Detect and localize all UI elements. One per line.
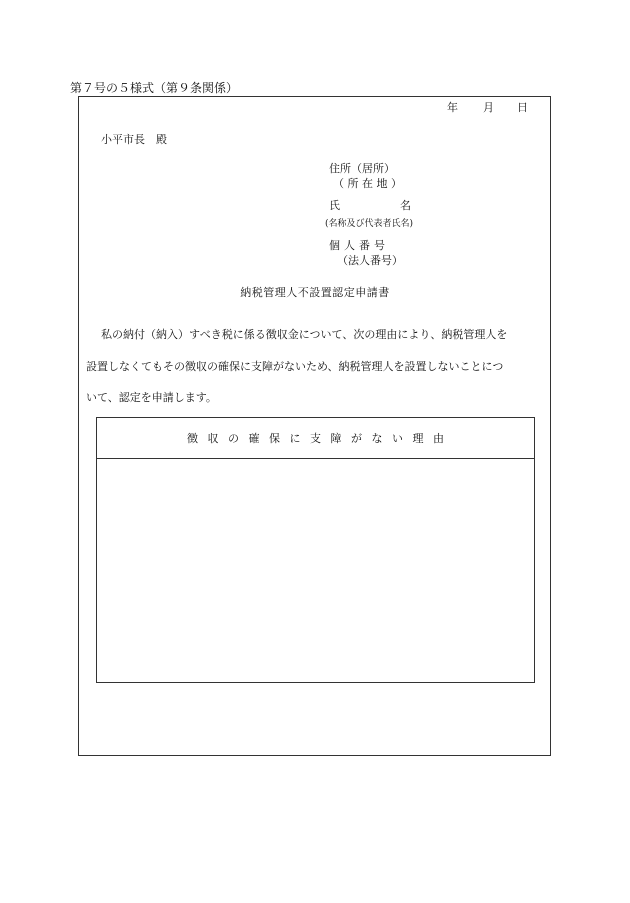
reason-table-header: 徴収の確保に支障がない理由 bbox=[97, 418, 534, 459]
date-day-label: 日 bbox=[517, 101, 528, 114]
form-number: 第７号の５様式（第９条関係） bbox=[70, 81, 239, 95]
document-title: 納税管理人不設置認定申請書 bbox=[240, 286, 390, 299]
name-label-right: 名 bbox=[400, 199, 411, 212]
corporate-number-label: （法人番号） bbox=[337, 254, 403, 267]
representative-name-label: (名称及び代表者氏名) bbox=[325, 219, 414, 229]
body-text-line-3: いて、認定を申請します。 bbox=[86, 391, 217, 404]
addressee: 小平市長 殿 bbox=[101, 133, 167, 146]
body-text-line-2: 設置しなくてもその徴収の確保に支障がないため、納税管理人を設置しないことにつ bbox=[86, 360, 504, 373]
name-label-left: 氏 bbox=[329, 199, 340, 212]
reason-input-area[interactable] bbox=[97, 459, 534, 682]
personal-number-label: 個人番号 bbox=[329, 239, 389, 252]
reason-table bbox=[96, 417, 535, 683]
address-label: 住所（居所） bbox=[329, 162, 395, 175]
location-label: （ 所 在 地 ） bbox=[333, 177, 402, 190]
body-text-line-1: 私の納付（納入）すべき税に係る徴収金について、次の理由により、納税管理人を bbox=[101, 328, 508, 341]
date-month-label: 月 bbox=[483, 101, 494, 114]
date-year-label: 年 bbox=[447, 101, 458, 114]
